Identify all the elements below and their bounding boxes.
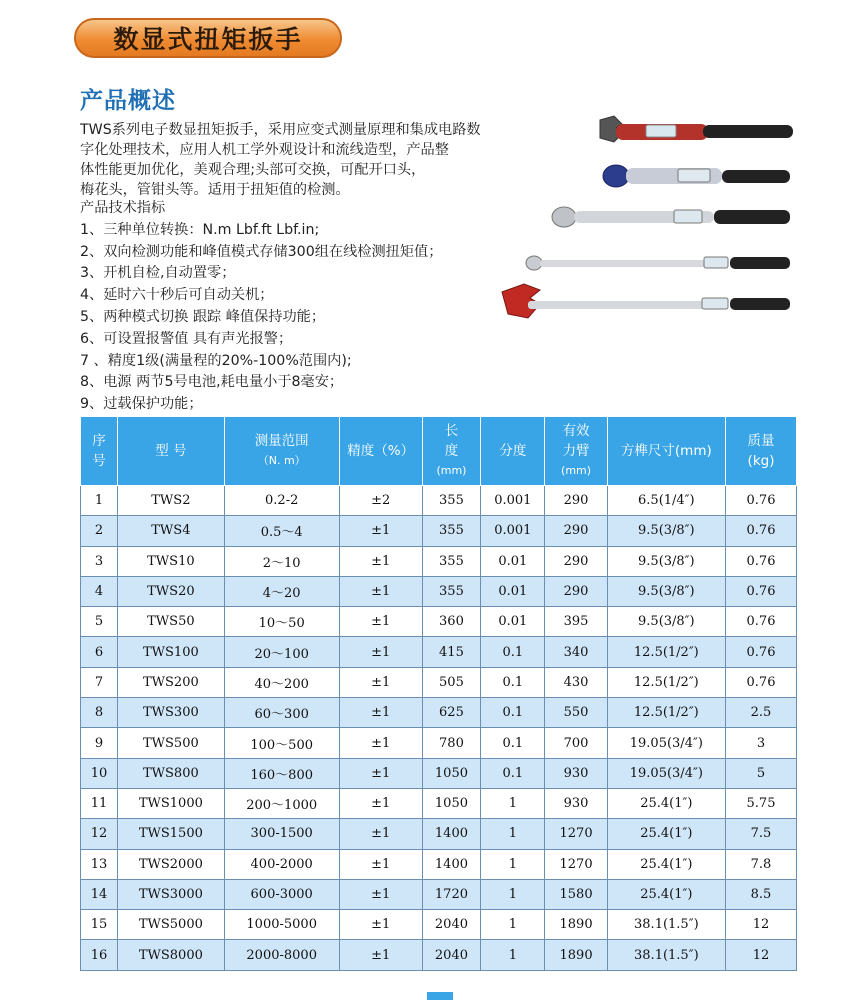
table-row xyxy=(81,819,797,849)
long-ratchet-wrench-image xyxy=(526,256,790,270)
table-cell: 1 xyxy=(481,788,545,818)
table-cell: TWS100 xyxy=(118,637,225,667)
spec-item: 5、两种模式切换 跟踪 峰值保持功能； xyxy=(80,308,326,325)
table-cell: 5 xyxy=(726,758,797,788)
col-header-division xyxy=(481,417,545,486)
table-cell: 25.4(1″) xyxy=(607,788,725,818)
table-cell: 1050 xyxy=(422,788,481,818)
table-cell: 1270 xyxy=(545,819,607,849)
table-cell: 0.76 xyxy=(726,576,797,606)
table-cell: ±1 xyxy=(339,607,422,637)
table-cell: TWS2 xyxy=(118,486,225,516)
table-cell: 0.76 xyxy=(726,486,797,516)
table-cell: 1000-5000 xyxy=(224,910,339,940)
col-header-range xyxy=(224,417,339,486)
table-cell: 0.01 xyxy=(481,546,545,576)
table-cell: TWS500 xyxy=(118,728,225,758)
intro-line: 字化处理技术，应用人机工学外观设计和流线造型，产品整 xyxy=(80,142,449,158)
table-cell: 1890 xyxy=(545,940,607,970)
table-row xyxy=(81,516,797,546)
intro-line: 体性能更加优化，美观合理;头部可交换，可配开口头， xyxy=(80,162,426,178)
header-line: 有效 xyxy=(562,423,590,439)
table-cell: 19.05(3/4″) xyxy=(607,758,725,788)
table-cell: 2.5 xyxy=(726,698,797,728)
header-line: 分度 xyxy=(499,443,527,459)
table-cell: 2～10 xyxy=(224,546,339,576)
table-cell: 40～200 xyxy=(224,667,339,697)
pipe-wrench-image xyxy=(502,284,790,318)
table-cell: 2040 xyxy=(422,940,481,970)
table-row xyxy=(81,486,797,516)
col-header-model xyxy=(118,417,225,486)
col-header-accuracy xyxy=(339,417,422,486)
table-cell: 355 xyxy=(422,576,481,606)
table-cell: 12.5(1/2″) xyxy=(607,667,725,697)
table-cell: 0.1 xyxy=(481,698,545,728)
table-header-row xyxy=(81,417,797,486)
table-cell: 0.1 xyxy=(481,637,545,667)
table-cell: TWS300 xyxy=(118,698,225,728)
table-cell: ±1 xyxy=(339,698,422,728)
table-cell: 7.8 xyxy=(726,849,797,879)
table-cell: 4～20 xyxy=(224,576,339,606)
table-row xyxy=(81,698,797,728)
table-cell: 11 xyxy=(81,788,118,818)
table-cell: 38.1(1.5″) xyxy=(607,910,725,940)
ratchet-wrench-image-1 xyxy=(603,165,790,187)
table-cell: 930 xyxy=(545,788,607,818)
spec-item: 7 、精度1级(满量程的20%-100%范围内); xyxy=(80,352,352,369)
spec-item: 8、电源 两节5号电池,耗电量小于8毫安； xyxy=(80,374,344,391)
table-row xyxy=(81,607,797,637)
table-cell: 0.01 xyxy=(481,576,545,606)
table-cell: 7.5 xyxy=(726,819,797,849)
table-cell: 2000-8000 xyxy=(224,940,339,970)
table-cell: 5 xyxy=(81,607,118,637)
table-cell: ±1 xyxy=(339,940,422,970)
table-cell: TWS8000 xyxy=(118,940,225,970)
table-cell: 16 xyxy=(81,940,118,970)
table-cell: ±1 xyxy=(339,576,422,606)
table-row xyxy=(81,546,797,576)
table-cell: 9 xyxy=(81,728,118,758)
table-cell: 100～500 xyxy=(224,728,339,758)
table-cell: 400-2000 xyxy=(224,849,339,879)
table-cell: 600-3000 xyxy=(224,879,339,909)
table-cell: 12 xyxy=(726,940,797,970)
table-cell: 160～800 xyxy=(224,758,339,788)
table-cell: 290 xyxy=(545,486,607,516)
table-cell: 14 xyxy=(81,879,118,909)
intro-line: 梅花头，管钳头等。适用于扭矩值的检测。 xyxy=(80,182,350,198)
table-cell: 1580 xyxy=(545,879,607,909)
table-cell: 60～300 xyxy=(224,698,339,728)
table-cell: ±1 xyxy=(339,516,422,546)
table-cell: TWS4 xyxy=(118,516,225,546)
table-cell: 25.4(1″) xyxy=(607,849,725,879)
table-cell: TWS20 xyxy=(118,576,225,606)
table-row xyxy=(81,940,797,970)
table-cell: 200～1000 xyxy=(224,788,339,818)
table-cell: 3 xyxy=(81,546,118,576)
table-row xyxy=(81,910,797,940)
table-cell: 0.5～4 xyxy=(224,516,339,546)
table-cell: 6.5(1/4″) xyxy=(607,486,725,516)
table-cell: ±1 xyxy=(339,546,422,576)
header-line: 方榫尺寸(mm) xyxy=(620,443,712,459)
table-cell: ±1 xyxy=(339,819,422,849)
ratchet-wrench-image-2 xyxy=(552,207,790,227)
spec-item: 3、开机自检,自动置零； xyxy=(80,265,236,282)
header-line: （N. m） xyxy=(257,454,306,467)
table-cell: 3 xyxy=(726,728,797,758)
table-row xyxy=(81,637,797,667)
col-header-length xyxy=(422,417,481,486)
open-end-wrench-image xyxy=(600,116,793,142)
table-cell: 9.5(3/8″) xyxy=(607,516,725,546)
table-cell: TWS50 xyxy=(118,607,225,637)
section-title: 产品概述 xyxy=(80,88,176,114)
table-cell: 0.1 xyxy=(481,758,545,788)
header-line: 长 xyxy=(444,423,459,439)
table-cell: 1050 xyxy=(422,758,481,788)
table-cell: TWS800 xyxy=(118,758,225,788)
table-cell: 9.5(3/8″) xyxy=(607,607,725,637)
table-cell: 1 xyxy=(481,879,545,909)
table-body xyxy=(81,486,797,971)
header-line: 精度（%） xyxy=(347,443,415,459)
table-cell: TWS2000 xyxy=(118,849,225,879)
table-cell: 25.4(1″) xyxy=(607,819,725,849)
intro-line: TWS系列电子数显扭矩扳手，采用应变式测量原理和集成电路数 xyxy=(80,122,481,138)
table-cell: 1 xyxy=(481,940,545,970)
table-cell: 355 xyxy=(422,486,481,516)
header-line: 序 xyxy=(92,433,106,449)
spec-item: 6、可设置报警值 具有声光报警； xyxy=(80,330,293,347)
table-cell: ±2 xyxy=(339,486,422,516)
table-cell: 0.1 xyxy=(481,728,545,758)
table-cell: 10～50 xyxy=(224,607,339,637)
table-cell: 1890 xyxy=(545,910,607,940)
col-header-weight xyxy=(726,417,797,486)
table-cell: 300-1500 xyxy=(224,819,339,849)
spec-heading: 产品技术指标 xyxy=(80,200,166,216)
table-row xyxy=(81,758,797,788)
table-cell: 0.76 xyxy=(726,607,797,637)
table-cell: 290 xyxy=(545,546,607,576)
header-line: 测量范围 xyxy=(254,433,309,449)
table-cell: 20～100 xyxy=(224,637,339,667)
table-cell: 4 xyxy=(81,576,118,606)
table-cell: 0.1 xyxy=(481,667,545,697)
col-header-square-drive xyxy=(607,417,725,486)
header-line: 质量 xyxy=(747,433,775,449)
table-cell: 505 xyxy=(422,667,481,697)
table-cell: 9.5(3/8″) xyxy=(607,546,725,576)
table-cell: 700 xyxy=(545,728,607,758)
table-cell: 1400 xyxy=(422,819,481,849)
spec-item: 2、双向检测功能和峰值模式存储300组在线检测扭矩值； xyxy=(80,243,443,260)
col-header-arm xyxy=(545,417,607,486)
table-cell: 360 xyxy=(422,607,481,637)
page-footer-tab xyxy=(427,992,453,1000)
table-cell: ±1 xyxy=(339,788,422,818)
table-cell: 1 xyxy=(81,486,118,516)
table-cell: 550 xyxy=(545,698,607,728)
header-line: (mm) xyxy=(561,464,592,477)
table-cell: 290 xyxy=(545,516,607,546)
table-cell: 1 xyxy=(481,819,545,849)
table-cell: 0.76 xyxy=(726,516,797,546)
table-cell: 0.76 xyxy=(726,667,797,697)
table-cell: 1 xyxy=(481,849,545,879)
table-cell: ±1 xyxy=(339,849,422,879)
table-cell: 355 xyxy=(422,546,481,576)
col-header-index xyxy=(81,417,118,486)
table-cell: 430 xyxy=(545,667,607,697)
table-cell: 25.4(1″) xyxy=(607,879,725,909)
table-cell: ±1 xyxy=(339,637,422,667)
header-line: (mm) xyxy=(436,464,467,477)
header-line: 号 xyxy=(92,453,106,469)
header-line: (kg) xyxy=(747,453,775,469)
table-cell: 9.5(3/8″) xyxy=(607,576,725,606)
table-cell: TWS1000 xyxy=(118,788,225,818)
table-cell: 340 xyxy=(545,637,607,667)
table-cell: 1270 xyxy=(545,849,607,879)
table-cell: 12 xyxy=(81,819,118,849)
table-cell: TWS5000 xyxy=(118,910,225,940)
table-cell: 10 xyxy=(81,758,118,788)
table-cell: 0.01 xyxy=(481,607,545,637)
table-row xyxy=(81,788,797,818)
table-cell: 395 xyxy=(545,607,607,637)
table-cell: 12.5(1/2″) xyxy=(607,698,725,728)
table-cell: 1 xyxy=(481,910,545,940)
table-cell: 2 xyxy=(81,516,118,546)
table-row xyxy=(81,849,797,879)
table-cell: 780 xyxy=(422,728,481,758)
table-row xyxy=(81,576,797,606)
table-cell: 1400 xyxy=(422,849,481,879)
table-cell: 7 xyxy=(81,667,118,697)
table-cell: 355 xyxy=(422,516,481,546)
table-cell: 38.1(1.5″) xyxy=(607,940,725,970)
spec-item: 4、延时六十秒后可自动关机； xyxy=(80,287,274,304)
page-banner-title: 数显式扭矩扳手 xyxy=(74,18,342,58)
table-cell: 0.001 xyxy=(481,486,545,516)
table-cell: 19.05(3/4″) xyxy=(607,728,725,758)
table-row xyxy=(81,667,797,697)
table-cell: 12 xyxy=(726,910,797,940)
table-cell: ±1 xyxy=(339,667,422,697)
table-cell: 0.76 xyxy=(726,546,797,576)
header-line: 力臂 xyxy=(562,443,590,459)
product-intro xyxy=(80,120,570,200)
table-cell: 930 xyxy=(545,758,607,788)
table-cell: ±1 xyxy=(339,728,422,758)
table-cell: 0.2-2 xyxy=(224,486,339,516)
torque-wrench-images xyxy=(498,110,798,330)
table-cell: ±1 xyxy=(339,910,422,940)
table-cell: 13 xyxy=(81,849,118,879)
table-row xyxy=(81,879,797,909)
table-cell: TWS3000 xyxy=(118,879,225,909)
spec-table xyxy=(80,416,797,971)
table-cell: 15 xyxy=(81,910,118,940)
table-cell: 2040 xyxy=(422,910,481,940)
header-line: 型 号 xyxy=(155,443,187,459)
table-cell: 6 xyxy=(81,637,118,667)
header-line: 度 xyxy=(444,443,459,459)
table-cell: 625 xyxy=(422,698,481,728)
table-cell: 415 xyxy=(422,637,481,667)
table-cell: 12.5(1/2″) xyxy=(607,637,725,667)
table-row xyxy=(81,728,797,758)
table-cell: TWS10 xyxy=(118,546,225,576)
table-cell: TWS200 xyxy=(118,667,225,697)
table-cell: 5.75 xyxy=(726,788,797,818)
table-cell: 8.5 xyxy=(726,879,797,909)
table-cell: 0.76 xyxy=(726,637,797,667)
table-cell: 0.001 xyxy=(481,516,545,546)
table-cell: ±1 xyxy=(339,879,422,909)
spec-item: 9、过载保护功能； xyxy=(80,396,203,413)
table-cell: 1720 xyxy=(422,879,481,909)
table-cell: 290 xyxy=(545,576,607,606)
spec-item: 1、三种单位转换：N.m Lbf.ft Lbf.in; xyxy=(80,221,320,238)
table-cell: ±1 xyxy=(339,758,422,788)
table-cell: TWS1500 xyxy=(118,819,225,849)
table-cell: 8 xyxy=(81,698,118,728)
